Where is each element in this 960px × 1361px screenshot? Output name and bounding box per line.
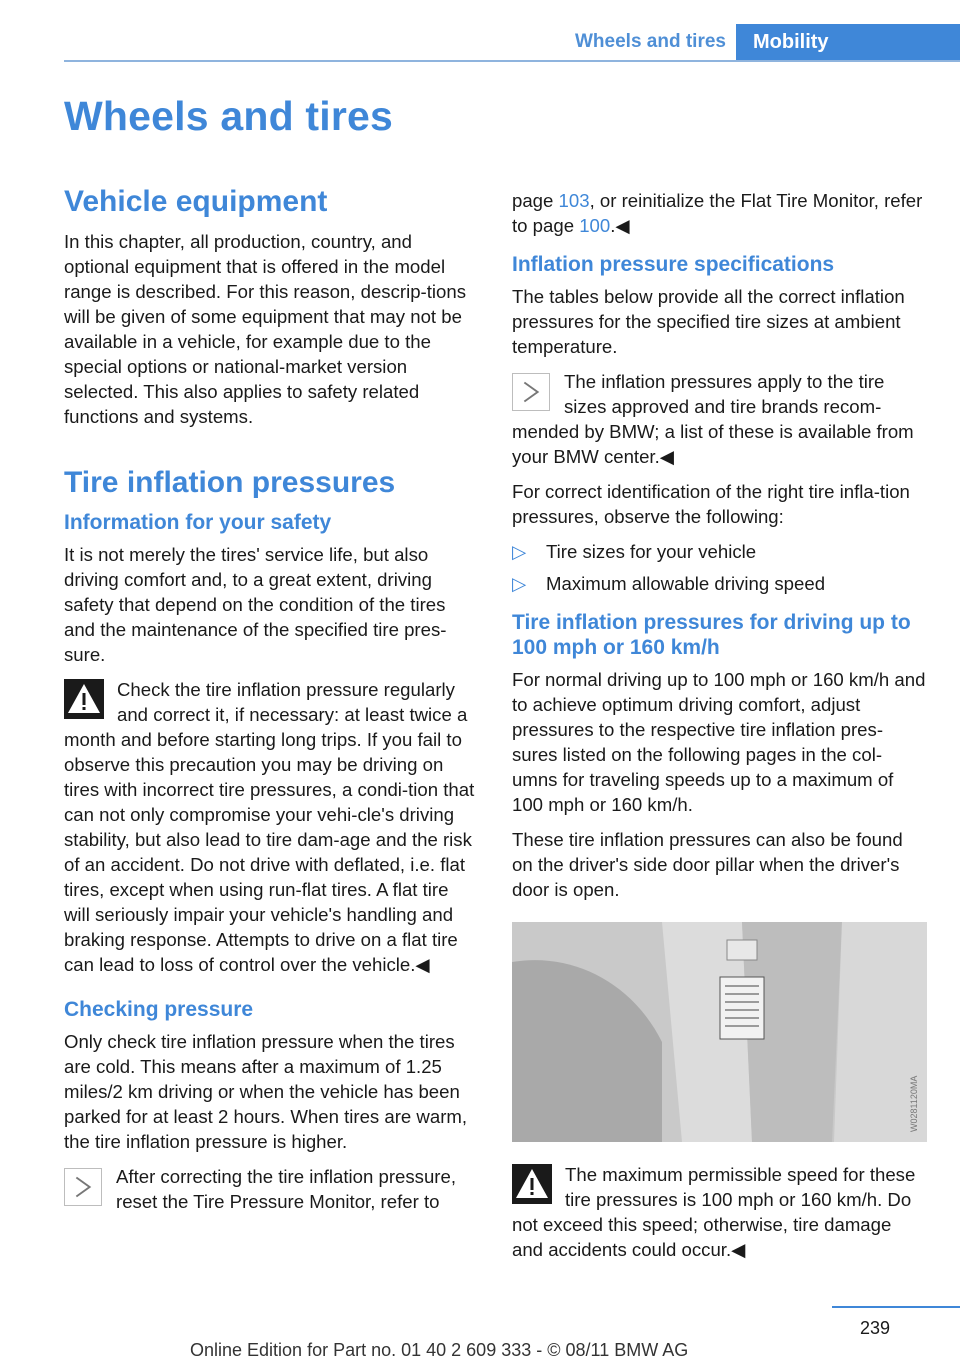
header-section-title: Wheels and tires [575,31,726,52]
footer-edition: Online Edition for Part no. 01 40 2 609 333 - © 08/11 BMW AG [190,1340,689,1360]
info-after-text: After correcting the tire inflation pressure, reset the Tire Pressure Monitor, refer to [116,1166,457,1212]
info-note-reset-monitor [64,1164,479,1214]
paragraph-vehicle-equipment: In this chapter, all production, country, and optional equipment that is offered in the model range is described. For this reason, descrip-tions will be given of some equipment that may not be available in a vehicle, for example due to the special options or national-market version selected. This also applies to safety related functions and systems. [64,231,467,427]
bullet-arrow-icon: ▷ [512,541,527,562]
paragraph-continuation [512,188,927,238]
page-link-100[interactable]: 100 [579,215,611,236]
warning-triangle-icon [512,1164,552,1204]
page-number: 239 [859,1318,891,1338]
heading-checking-pressure: Checking pressure [64,998,254,1021]
paragraph-checking: Only check tire inflation pressure when the tires are cold. This means after a maximum of 1.25 miles/2 km driving or when the vehicle has been parked for at least 2 hours. When tires are warm, the tire inflation pressure is higher. [64,1031,468,1152]
warning-triangle-icon [64,679,104,719]
continuation-text: page [512,190,559,211]
continuation-end: . [610,215,616,236]
left-column [64,184,479,1224]
header-tab-mobility[interactable]: Mobility [736,24,960,62]
footer-rule [832,1306,960,1308]
warning-check-text: Check the tire inflation pressure regularly and correct it, if necessary: at least twice a month and before starting long trips. If you fail to observe this precaution you may be driving on tires with incorrect tire pressures, a condi-tion that can not only compromise your vehi-cle's driving stability, but also lead to tire dam-age and the risk of an accident. Do not drive with deflated, i.e. flat tires, except when using run-flat tires. A flat tire will seriously impair your vehicle's handling and braking response. Attempts to drive on a flat tire can lead to loss of control over the vehicle. [64,679,475,975]
heading-tire-inflation-pressures: Tire inflation pressures [64,466,396,499]
page-title: Wheels and tires [64,93,394,139]
page-link-103[interactable]: 103 [558,190,590,211]
end-mark: ◀ [415,954,430,975]
end-mark: ◀ [659,446,675,467]
continuation-text-mid: , or reinitialize the Flat Tire Monitor, refer to page [512,190,923,236]
paragraph-up-to: For normal driving up to 100 mph or 160 km/h and to achieve optimum driving comfort, adjust pressures to the respective tire inflation pres-sures listed on the following pages in the col-umns for traveling speeds up to a maximum of 100 mph or 160 km/h. [512,669,926,815]
paragraph-identification: For correct identification of the right tire infla-tion pressures, observe the following: [512,481,910,527]
bullet-arrow-icon: ▷ [512,573,527,594]
paragraph-safety: It is not merely the tires' service life, but also driving comfort and, to a great extent, driving safety that depend on the condition of the tires and the maintenance of the specified tire pres-sure. [64,544,447,665]
info-arrow-icon [64,1168,102,1206]
heading-vehicle-equipment: Vehicle equipment [64,185,328,218]
door-pillar-illustration [512,922,927,1142]
warning-speed-text: The maximum permissible speed for these tire pressures is 100 mph or 160 km/h. Do not exceed this speed; otherwise, tire damage and accidents could occur. [512,1164,916,1260]
info-apply-text: The inflation pressures apply to the tire sizes approved and tire brands recom-mended by BMW; a list of these is available from your BMW center. [512,371,914,467]
warning-note-speed [512,1162,927,1262]
list-item [512,571,927,596]
bullet-list [512,539,927,596]
paragraph-specifications: The tables below provide all the correct inflation pressures for the specified tire sizes at ambient temperature. [512,286,905,357]
info-note-approved-sizes [512,369,927,469]
heading-information-safety: Information for your safety [64,511,332,534]
end-mark: ◀ [731,1239,746,1260]
heading-inflation-specifications: Inflation pressure specifications [512,253,835,276]
header-rule [64,60,960,62]
list-item [512,539,927,564]
paragraph-door-pillar: These tire inflation pressures can also be found on the driver's side door pillar when the driver's door is open. [512,829,903,900]
right-column [512,188,927,1272]
list-item-text: Maximum allowable driving speed [546,573,826,594]
photo-code: W0281120MA [909,1075,919,1132]
list-item-text: Tire sizes for your vehicle [546,541,757,562]
heading-up-to-100mph: Tire inflation pressures for driving up to 100 mph or 160 km/h [512,611,911,659]
door-pillar-photo [512,922,927,1142]
end-mark: ◀ [615,215,630,236]
warning-note-check-pressure [64,677,479,977]
info-arrow-icon [512,373,550,411]
